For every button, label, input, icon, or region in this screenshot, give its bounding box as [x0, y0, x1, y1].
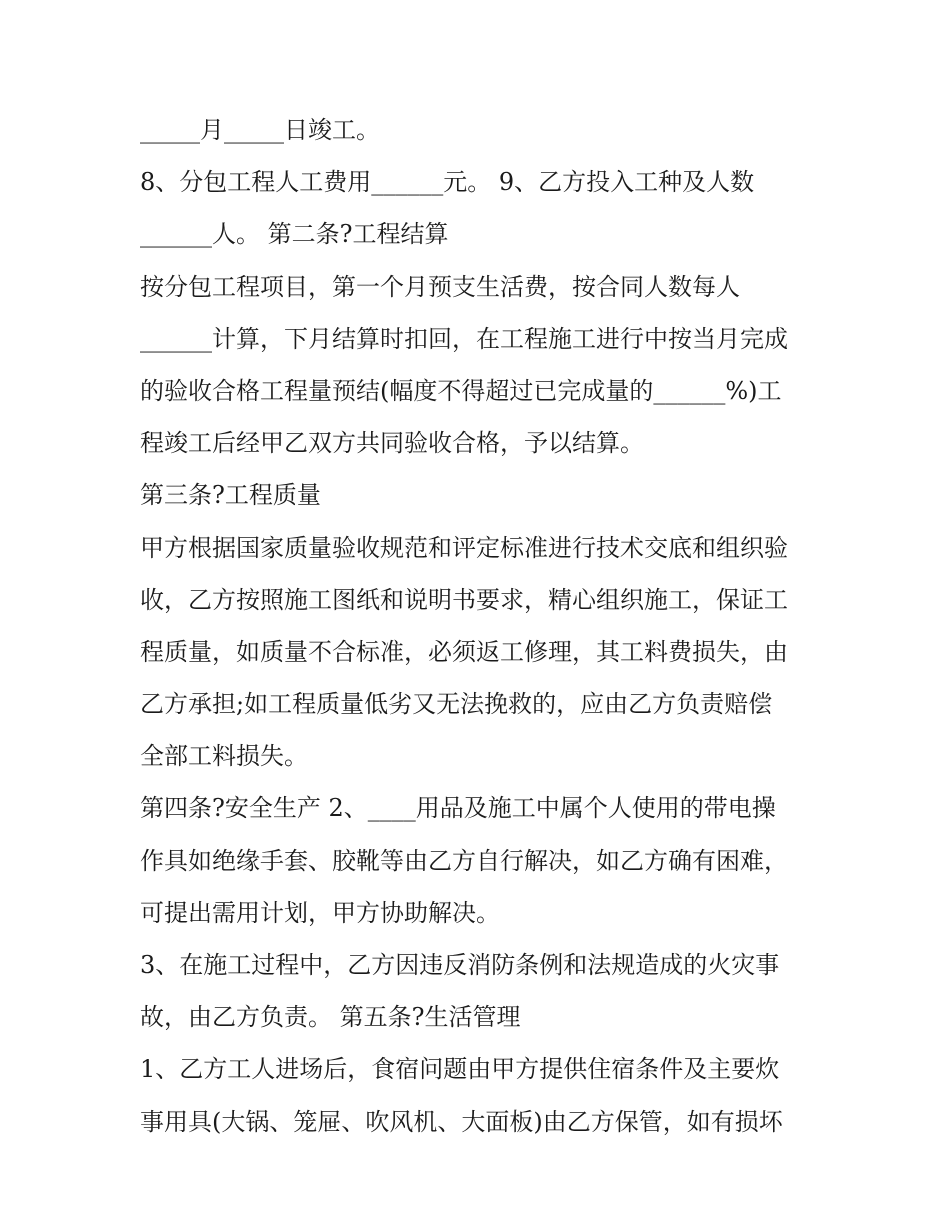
- text-line: 乙方承担;如工程质量低劣又无法挽救的，应由乙方负责赔偿: [140, 690, 773, 719]
- text-line: ______人。 第二条?工程结算: [140, 220, 449, 249]
- text-line: 8、分包工程人工费用______元。 9、乙方投入工种及人数: [140, 168, 755, 197]
- text-line: 3、在施工过程中，乙方因违反消防条例和法规造成的火灾事: [140, 951, 780, 979]
- text-line: 程竣工后经甲乙双方共同验收合格，予以结算。: [140, 429, 644, 458]
- text-line: 按分包工程项目，第一个月预支生活费，按合同人数每人: [140, 272, 740, 301]
- text-line: 1、乙方工人进场后，食宿问题由甲方提供住宿条件及主要炊: [140, 1055, 780, 1084]
- section-heading-line: 第三条?工程质量: [140, 481, 321, 510]
- text-line: 的验收合格工程量预结(幅度不得超过已完成量的______%)工: [140, 376, 782, 405]
- text-line: 全部工料损失。: [140, 742, 308, 771]
- text-line: 收，乙方按照施工图纸和说明书要求，精心组织施工，保证工: [140, 585, 788, 614]
- text-line: 作具如绝缘手套、胶靴等由乙方自行解决，如乙方确有困难，: [140, 846, 788, 875]
- contract-text-body: [140, 108, 820, 1152]
- text-line: 第四条?安全生产 2、____用品及施工中属个人使用的带电操: [140, 794, 776, 823]
- text-line: ______计算，下月结算时扣回，在工程施工进行中按当月完成: [140, 324, 788, 353]
- text-line: 可提出需用计划，甲方协助解决。: [140, 898, 500, 927]
- text-line: 事用具(大锅、笼屉、吹风机、大面板)由乙方保管，如有损坏: [140, 1107, 783, 1136]
- text-line: 故，由乙方负责。 第五条?生活管理: [140, 1003, 521, 1032]
- text-line: _____月_____日竣工。: [140, 116, 380, 144]
- text-line: 程质量，如质量不合标准，必须返工修理，其工料费损失，由: [140, 637, 788, 666]
- text-line: 甲方根据国家质量验收规范和评定标准进行技术交底和组织验: [140, 533, 788, 562]
